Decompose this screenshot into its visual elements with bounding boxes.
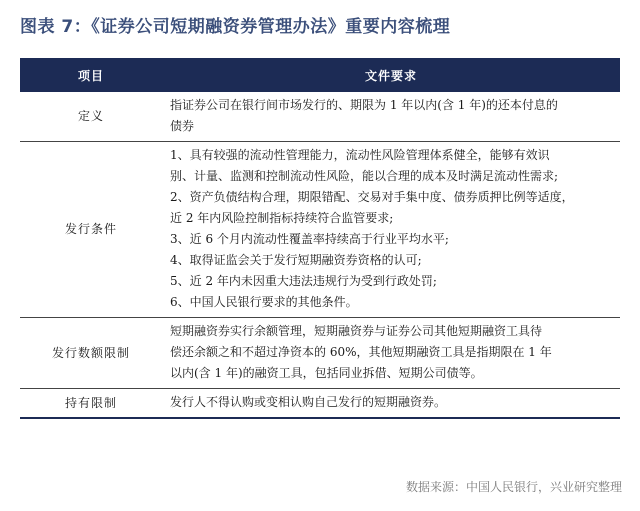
content-line: 指证券公司在银行间市场发行的、期限为 1 年以内(含 1 年)的还本付息的 [170, 98, 558, 112]
row-label: 发行条件 [20, 142, 162, 318]
content-line: 偿还余额之和不超过净资本的 60%，其他短期融资工具是指期限在 1 年 [170, 345, 552, 359]
content-line: 5、近 2 年内未因重大违法违规行为受到行政处罚; [170, 274, 437, 288]
data-source-note: 数据来源：中国人民银行，兴业研究整理 [405, 480, 622, 494]
content-line: 2、资产负债结构合理，期限错配、交易对手集中度、债券质押比例等适度， [170, 190, 574, 204]
table-row-definition [20, 92, 620, 142]
content-line: 3、近 6 个月内流动性覆盖率持续高于行业平均水平; [170, 232, 449, 246]
table-row-amount-limit [20, 318, 620, 389]
row-content [162, 142, 620, 318]
header-requirement: 文件要求 [162, 58, 620, 92]
content-line: 6、中国人民银行要求的其他条件。 [170, 295, 358, 309]
figure-title: 图表 7：《证券公司短期融资券管理办法》重要内容梳理 [20, 17, 451, 37]
table-header-row [20, 58, 620, 92]
row-label: 发行数额限制 [20, 318, 162, 389]
row-content [162, 389, 620, 419]
row-content [162, 92, 620, 142]
table-row-issuance-conditions [20, 142, 620, 318]
content-line: 债券 [170, 119, 195, 133]
content-line: 别、计量、监测和控制流动性风险，能以合理的成本及时满足流动性需求; [170, 169, 559, 183]
requirements-table [20, 58, 620, 419]
row-content [162, 318, 620, 389]
row-label: 定义 [20, 92, 162, 142]
content-line: 短期融资券实行余额管理，短期融资券与证券公司其他短期融资工具待 [170, 324, 543, 338]
content-line: 以内(含 1 年)的融资工具，包括同业拆借、短期公司债等。 [170, 366, 483, 380]
content-line: 4、取得证监会关于发行短期融资券资格的认可; [170, 253, 422, 267]
header-item: 项目 [20, 58, 162, 92]
content-line: 发行人不得认购或变相认购自己发行的短期融资券。 [170, 395, 447, 409]
content-line: 1、具有较强的流动性管理能力，流动性风险管理体系健全，能够有效识 [170, 148, 550, 162]
content-line: 近 2 年内风险控制指标持续符合监管要求; [170, 211, 394, 225]
table-row-holding-limit [20, 389, 620, 419]
row-label: 持有限制 [20, 389, 162, 419]
